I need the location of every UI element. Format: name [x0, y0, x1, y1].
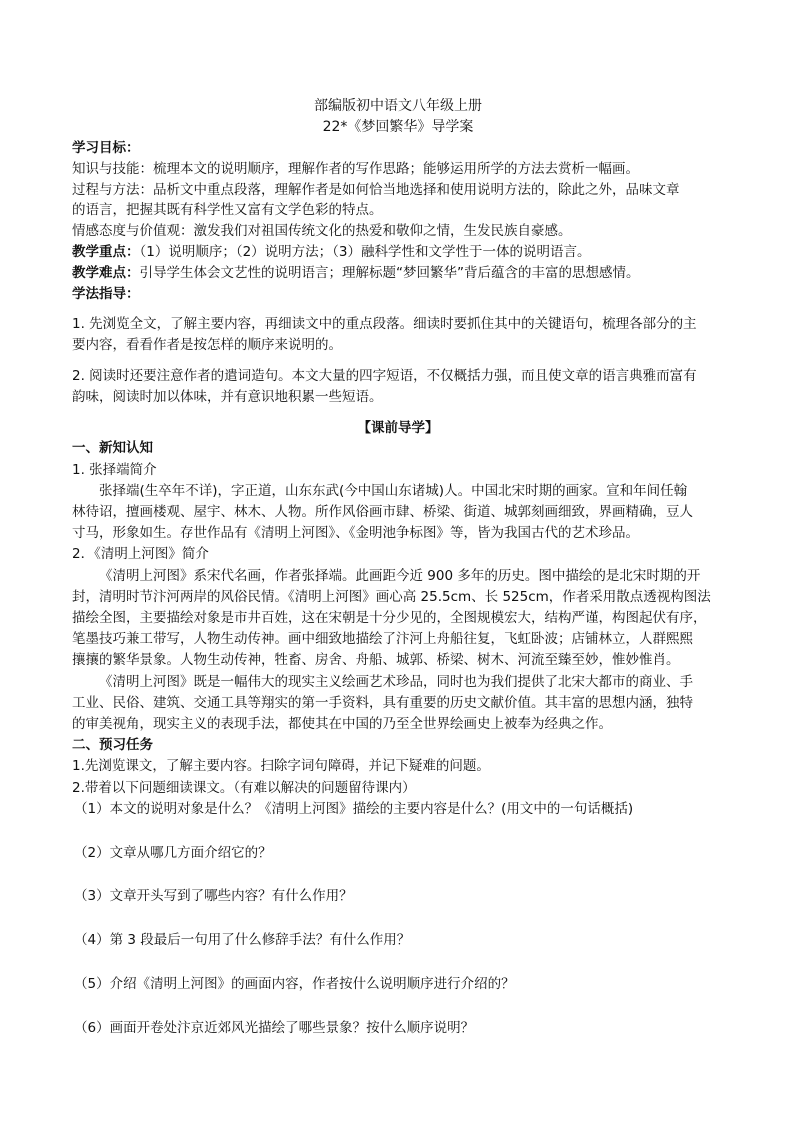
- preview-heading: 【课前导学】: [357, 419, 439, 436]
- teaching-key-label: 教学重点：: [72, 243, 140, 260]
- sub-heading-author: 1. 张择端简介: [72, 461, 157, 478]
- teaching-key-text: （1）说明顺序；（2）说明方法；（3）融科学性和文学性于一体的说明语言。: [139, 243, 591, 260]
- method-p1-line1: 1. 先浏览全文，了解主要内容，再细读文中的重点段落。细读时要抓住其中的关键语句，梳理各部分的主: [72, 316, 697, 333]
- preview-task2: 2.带着以下问题细读课文。（有难以解决的问题留待课内）: [72, 779, 416, 796]
- document-page: [72, 96, 724, 1039]
- painting-para1-line1: 《清明上河图》系宋代名画，作者张择端。此画距今近 900 多年的历史。图中描绘的是北宋时期的开: [99, 567, 701, 584]
- author-bio-line1: 张择端(生卒年不详)，字正道，山东东武(今中国山东诸城)人。中国北宋时期的画家。宣和年间任翰: [99, 482, 688, 499]
- goal-process-line2: 的语言，把握其既有科学性又富有文学色彩的特点。: [72, 202, 383, 219]
- method-p1-line2: 要内容，看看作者是按怎样的顺序来说明的。: [72, 337, 342, 354]
- sub-heading-painting: 2．《清明上河图》简介: [72, 546, 209, 563]
- painting-para1-line3: 描绘全图，主要描绘对象是市井百姓，这在宋朝是十分少见的，全图规模宏大，结构严谨，构图起伏有序，: [72, 609, 707, 626]
- author-bio-line2: 林待诏，擅画楼观、屋宇、林木、人物。所作风俗画市肆、桥梁、街道、城郭刻画细致，界画精确，豆人: [72, 503, 693, 520]
- painting-para1-line5: 攘攘的繁华景象。人物生动传神，牲畜、房舍、舟船、城郭、桥梁、树木、河流至臻至妙，惟妙惟肖。: [72, 652, 680, 669]
- painting-para2-line1: 《清明上河图》既是一幅伟大的现实主义绘画艺术珍品，同时也为我们提供了北宋大都市的商业、手: [99, 673, 693, 690]
- method-heading: 学法指导：: [72, 285, 140, 302]
- goals-heading: 学习目标：: [72, 140, 140, 156]
- painting-para1-line4: 笔墨技巧兼工带写，人物生动传神。画中细致地描绘了汴河上舟船往复，飞虹卧波；店铺林立，人群熙熙: [72, 631, 693, 648]
- question-6: （6）画面开卷处汴京近郊风光描绘了哪些景象？按什么顺序说明？: [74, 1019, 475, 1036]
- goal-emotion: 情感态度与价值观：激发我们对祖国传统文化的热爱和敬仰之情，生发民族自豪感。: [72, 223, 572, 240]
- question-4: （4）第 3 段最后一句用了什么修辞手法？有什么作用？: [74, 932, 411, 949]
- question-5: （5）介绍《清明上河图》的画面内容，作者按什么说明顺序进行介绍的？: [74, 976, 515, 992]
- question-3: （3）文章开头写到了哪些内容？有什么作用？: [74, 888, 353, 905]
- question-1: （1）本文的说明对象是什么？《清明上河图》描绘的主要内容是什么？(用文中的一句话概括): [74, 800, 634, 817]
- section1-heading: 一、新知认知: [72, 440, 153, 457]
- question-2: （2）文章从哪几方面介绍它的？: [74, 844, 272, 861]
- preview-task1: 1.先浏览课文，了解主要内容。扫除字词句障碍，并记下疑难的问题。: [72, 758, 490, 775]
- doc-title-grade: 部编版初中语文八年级上册: [314, 98, 482, 114]
- doc-title-lesson: 22*《梦回繁华》导学案: [322, 119, 474, 135]
- teaching-difficulty-label: 教学难点：: [72, 264, 140, 281]
- painting-para2-line3: 的审美视角，现实主义的表现手法，都使其在中国的乃至全世界绘画史上被奉为经典之作。: [72, 716, 612, 732]
- method-p2-line1: 2. 阅读时还要注意作者的遣词造句。本文大量的四字短语，不仅概括力强，而且使文章的语言典雅而富有: [72, 367, 697, 384]
- section2-heading: 二、预习任务: [72, 737, 153, 754]
- goal-process-line1: 过程与方法：品析文中重点段落，理解作者是如何恰当地选择和使用说明方法的，除此之外，品味文章: [72, 181, 680, 198]
- author-bio-line3: 寸马，形象如生。存世作品有《清明上河图》、《金明池争标图》等，皆为我国古代的艺术珍品。: [72, 525, 639, 542]
- teaching-difficulties: [72, 263, 724, 284]
- teaching-difficulty-text: 引导学生体会文艺性的说明语言；理解标题“梦回繁华”背后蕴含的丰富的思想感情。: [139, 264, 640, 281]
- goal-knowledge: 知识与技能：梳理本文的说明顺序，理解作者的写作思路；能够运用所学的方法去赏析一幅画。: [72, 160, 639, 177]
- painting-para2-line2: 工业、民俗、建筑、交通工具等翔实的第一手资料，具有重要的历史文献价值。其丰富的思想内涵，独特: [72, 694, 693, 711]
- method-p2-line2: 韵味，阅读时加以体味，并有意识地积累一些短语。: [72, 388, 383, 405]
- painting-para1-line2: 封，清明时节汴河两岸的风俗民情。《清明上河图》画心高 25.5cm、长 525cm，作者采用散点透视构图法: [72, 588, 711, 605]
- teaching-key-points: [72, 242, 724, 263]
